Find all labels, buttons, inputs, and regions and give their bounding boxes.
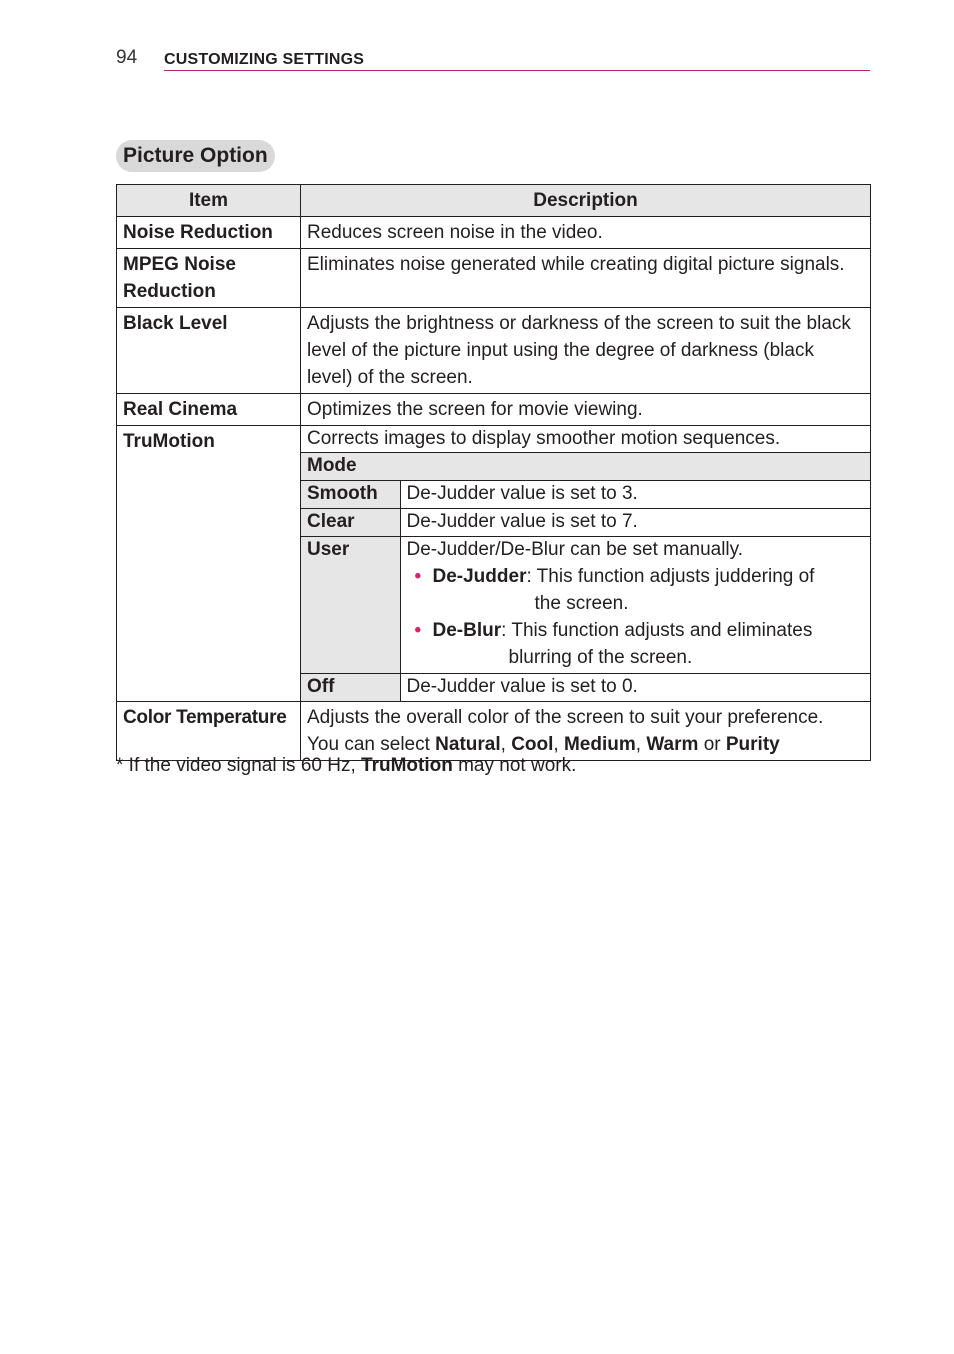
table-row xyxy=(117,217,871,249)
mode-name: User xyxy=(301,537,400,674)
bullet-item xyxy=(407,617,865,671)
mode-name: Smooth xyxy=(301,481,400,509)
mode-header: Mode xyxy=(301,453,870,481)
row-description: Reduces screen noise in the video. xyxy=(301,217,871,249)
option-medium: Medium xyxy=(563,734,636,755)
mode-row xyxy=(301,537,870,674)
picture-option-table xyxy=(116,184,871,761)
row-description: Eliminates noise generated while creating digital picture signals. xyxy=(301,249,871,308)
header-rule xyxy=(164,70,870,71)
table-row xyxy=(117,394,871,426)
mode-value: De-Judder value is set to 7. xyxy=(400,509,870,537)
page-number: 94 xyxy=(116,47,138,68)
mode-value-user xyxy=(400,537,870,674)
row-item: Noise Reduction xyxy=(117,217,301,249)
row-item: Black Level xyxy=(117,308,301,394)
mode-value: De-Judder value is set to 0. xyxy=(400,674,870,702)
mode-name: Off xyxy=(301,674,400,702)
description-column-header: Description xyxy=(301,185,871,217)
separator: , xyxy=(553,734,564,755)
trumotion-intro: Corrects images to display smoother motion sequences. xyxy=(307,428,781,449)
section-title: Picture Option xyxy=(116,140,275,172)
bullet-term: De-Blur xyxy=(432,620,502,641)
bullet-text: : This function adjusts juddering of xyxy=(526,566,815,587)
mode-row xyxy=(301,674,870,702)
mode-header-row xyxy=(301,453,870,481)
footnote-suffix: may not work. xyxy=(452,755,577,776)
bullet-continuation: blurring of the screen. xyxy=(508,647,693,668)
row-description xyxy=(301,702,871,761)
footnote-prefix: * If the video signal is 60 Hz, xyxy=(116,755,362,776)
section-header: CUSTOMIZING SETTINGS xyxy=(164,51,365,68)
separator: , xyxy=(500,734,512,755)
row-item: TruMotion xyxy=(117,426,301,702)
mode-table xyxy=(301,452,870,701)
or-word: or xyxy=(698,734,726,755)
option-purity: Purity xyxy=(725,734,780,755)
table-row-color-temperature xyxy=(117,702,871,761)
option-natural: Natural xyxy=(435,734,501,755)
bullet-item xyxy=(407,563,865,617)
item-column-header: Item xyxy=(117,185,301,217)
row-description: Adjusts the brightness or darkness of the screen to suit the black level of the picture input using the degree of darkness (black level) of the screen. xyxy=(301,308,871,394)
bullet-dot-icon: • xyxy=(414,620,422,641)
bullet-text: : This function adjusts and eliminates xyxy=(501,620,813,641)
mode-row xyxy=(301,509,870,537)
row-item: MPEG Noise Reduction xyxy=(117,249,301,308)
mode-name: Clear xyxy=(301,509,400,537)
row-description: Optimizes the screen for movie viewing. xyxy=(301,394,871,426)
option-cool: Cool xyxy=(511,734,554,755)
bullet-dot-icon: • xyxy=(414,566,422,587)
mode-row xyxy=(301,481,870,509)
row-item: Color Temperature xyxy=(117,702,301,761)
footnote xyxy=(116,753,576,779)
bullet-continuation: the screen. xyxy=(534,593,629,614)
footnote-term: TruMotion xyxy=(361,755,453,776)
table-row xyxy=(117,308,871,394)
user-mode-desc: De-Judder/De-Blur can be set manually. xyxy=(406,539,744,560)
table-row-trumotion xyxy=(117,426,871,702)
mode-value: De-Judder value is set to 3. xyxy=(400,481,870,509)
table-header-row xyxy=(117,185,871,217)
row-item: Real Cinema xyxy=(117,394,301,426)
trumotion-description xyxy=(301,426,871,702)
color-temp-desc: Adjusts the overall color of the screen to suit your preference. xyxy=(307,707,824,728)
separator: , xyxy=(635,734,647,755)
table-row xyxy=(117,249,871,308)
bullet-term: De-Judder xyxy=(432,566,527,587)
options-prefix: You can select xyxy=(307,734,436,755)
option-warm: Warm xyxy=(646,734,699,755)
